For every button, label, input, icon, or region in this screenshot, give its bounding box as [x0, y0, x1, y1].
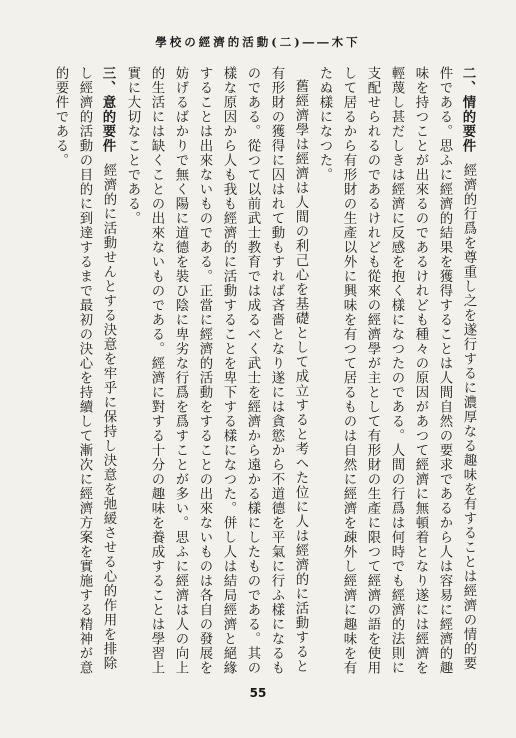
section-3-paragraph-1: [50, 66, 120, 676]
section-2-heading: 二、情的要件: [460, 66, 476, 153]
section-2-paragraph-1: [312, 66, 480, 676]
body-text: [50, 66, 480, 676]
section-3-text-1: 經濟的に活動せんとする決意を牢乎に保持し決意を弛緩させる心的作用を排除し經濟的活動の目的に到達するまで最初の決心を持續して漸次に經濟方案を實施する精神が意的要件である。: [53, 66, 116, 675]
section-2-paragraph-2: 舊經濟學は經濟は人間の利己心を基礎として成立すると考へた位に人は經濟的に活動すると有形財の獲得に囚はれて動もすれば吝嗇となり遂には貪慾から不道德を平氣に行ふ樣になるものである。從つて以前武士教育では成るべく武士を經濟から遠かる樣にしたものである。其の樣な原因から人も我も經濟的に活動することを卑下する樣になつた。併し人は結局經濟と絕緣することは出來ないものである。正當に經濟的活動をすることの出來ないものは各自の發展を妨げるばかりで無く陽に道德を裝ひ陰に卑劣な行爲を爲すことが多い。思ふに經濟は人の向上的生活には缺くことの出來ないものである。經濟に對する十分の趣味を養成することは學習上實に大切なことである。: [125, 66, 308, 675]
page-number: 55: [249, 686, 267, 700]
section-3-heading: 三、意的要件: [100, 66, 116, 153]
running-head: 學校の經濟的活動(二)――木下: [155, 35, 361, 49]
section-2-text-1: 經濟的行爲を尊重し之を遂行するに濃厚なる趣味を有することは經濟の情的要件である。思ふに經濟的結果を獲得することは人間自然の要求であるから人は容易に經濟的趣味を持つことが出來るのであるけれども種々の原因があつて經濟に無頓着となり遂には經濟を輕蔑し甚だしきは經濟に反感を抱く樣になつたのである。人間の行爲は何時でも經濟的法則に支配せられるのであるけれども從來の經濟學が主として有形財の生產に限つて經濟の語を使用して居るから有形財の生產以外に興味を有つて居るものは自然に經濟を疎外し經濟に趣味を有たぬ樣になつた。: [317, 66, 476, 675]
